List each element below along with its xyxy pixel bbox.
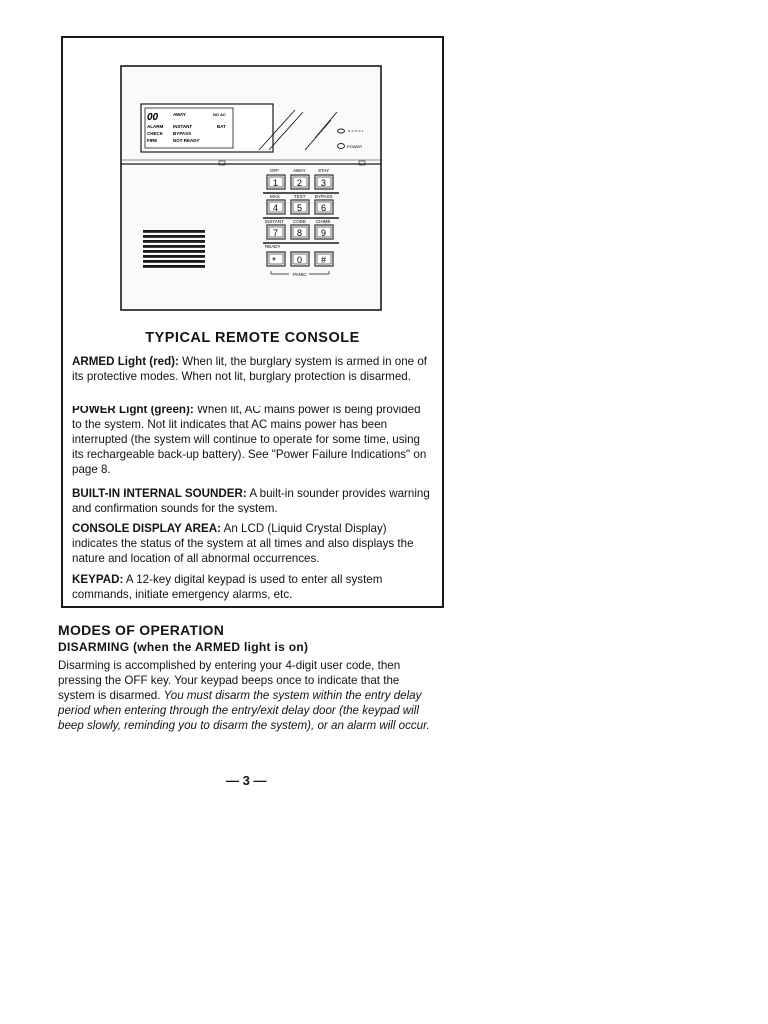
key-8[interactable] xyxy=(291,225,309,239)
desc-display-area xyxy=(72,521,430,566)
lcd-no-ac: NO AC xyxy=(213,112,226,117)
key-label-code: CODE xyxy=(293,219,307,224)
console-drawing xyxy=(119,64,383,314)
key-label-panic: PANIC xyxy=(293,272,307,277)
key-6[interactable] xyxy=(315,200,333,214)
key-label-max: MAX xyxy=(270,194,280,199)
key-3-label: 3 xyxy=(321,178,327,188)
key-star[interactable] xyxy=(267,252,285,267)
lcd-instant: INSTANT xyxy=(173,124,193,129)
key-0-label: 0 xyxy=(297,255,303,265)
desc-keypad-term: KEYPAD: xyxy=(72,573,124,586)
lcd-bat: BAT xyxy=(217,124,226,129)
key-2-label: 2 xyxy=(297,178,303,188)
desc-display-term: CONSOLE DISPLAY AREA: xyxy=(72,522,222,535)
key-3[interactable] xyxy=(315,175,333,189)
lcd-bypass: BYPASS xyxy=(173,131,192,136)
desc-keypad xyxy=(72,572,430,602)
key-5[interactable] xyxy=(291,200,309,214)
key-4-label: 4 xyxy=(273,203,279,213)
key-label-chime: CHIME xyxy=(316,219,331,224)
key-2[interactable] xyxy=(291,175,309,189)
key-label-test: TEST xyxy=(294,194,306,199)
desc-display-text: An LCD (Liquid Crystal Display) indicates the status of the system at all times and also displays the nature and location of all abnormal occurrences. xyxy=(72,522,414,565)
key-0[interactable] xyxy=(291,252,309,266)
desc-power-text: When lit, AC mains power is being provided to the system. Not lit indicates that AC mains power has been interrupted (the system will continue to operate for some time, using its rechargeable back-up battery). See "Power Failure Indications" on page 8. xyxy=(72,406,427,476)
key-1-label: 1 xyxy=(273,178,279,188)
disarming-italic-text: You must disarm the system within the entry delay period when entering through the entry/exit delay door (the keypad will beep slowly, reminding you to disarm the system), or an alarm will occur. xyxy=(58,689,430,732)
key-label-instant: INSTANT xyxy=(265,219,284,224)
key-label-bypass: BYPASS xyxy=(315,194,333,199)
key-hash-label: # xyxy=(321,255,327,265)
key-7-label: 7 xyxy=(273,228,279,238)
desc-sounder-term: BUILT-IN INTERNAL SOUNDER: xyxy=(72,487,247,500)
desc-power-light xyxy=(72,406,430,497)
lcd-alarm: ALARM xyxy=(147,124,164,129)
key-9[interactable] xyxy=(315,225,333,239)
key-label-off: OFF xyxy=(270,168,279,173)
key-1[interactable] xyxy=(267,175,285,189)
key-4[interactable] xyxy=(267,200,285,214)
desc-keypad-text: A 12-key digital keypad is used to enter all system commands, initiate emergency alarms, etc. xyxy=(72,573,383,601)
key-hash[interactable] xyxy=(315,252,333,266)
key-label-away: AWAY xyxy=(293,168,306,173)
desc-sounder xyxy=(72,486,430,513)
key-9-label: 9 xyxy=(321,228,327,238)
disarming-text xyxy=(58,658,439,733)
desc-armed-light xyxy=(72,354,430,384)
modes-title: MODES OF OPERATION xyxy=(58,622,225,638)
figure-caption: TYPICAL REMOTE CONSOLE xyxy=(145,330,360,346)
lcd-not-ready: NOT READY xyxy=(173,138,200,143)
key-label-stay: STAY xyxy=(318,168,330,173)
desc-armed-text: When lit, the burglary system is armed in one of its protective modes. When not lit, burglary protection is disarmed. xyxy=(72,355,427,383)
lcd-digits: 00 xyxy=(147,112,159,123)
lcd-check: CHECK xyxy=(147,131,164,136)
desc-armed-term: ARMED Light (red): xyxy=(72,355,179,368)
lcd-fire: FIRE xyxy=(147,138,158,143)
disarming-subtitle: DISARMING (when the ARMED light is on) xyxy=(58,640,309,654)
key-8-label: 8 xyxy=(297,228,303,238)
power-label: POWER xyxy=(347,144,363,149)
key-star-label: * xyxy=(272,256,276,267)
key-5-label: 5 xyxy=(297,203,303,213)
page-number: — 3 — xyxy=(226,773,267,788)
desc-sounder-text: A built-in sounder provides warning and confirmation sounds for the system. xyxy=(72,487,430,513)
key-7[interactable] xyxy=(267,225,285,239)
console-figure-box xyxy=(61,36,444,608)
remote-console-illustration xyxy=(119,64,383,314)
lcd-away: AWAY xyxy=(173,112,186,117)
desc-power-term: POWER Light (green): xyxy=(72,406,194,416)
key-6-label: 6 xyxy=(321,203,327,213)
key-label-ready: READY xyxy=(265,244,281,249)
disarming-normal-text: Disarming is accomplished by entering your 4-digit user code, then pressing the OFF key. Your keypad beeps once to indicate that the system is disarmed. xyxy=(58,659,401,702)
